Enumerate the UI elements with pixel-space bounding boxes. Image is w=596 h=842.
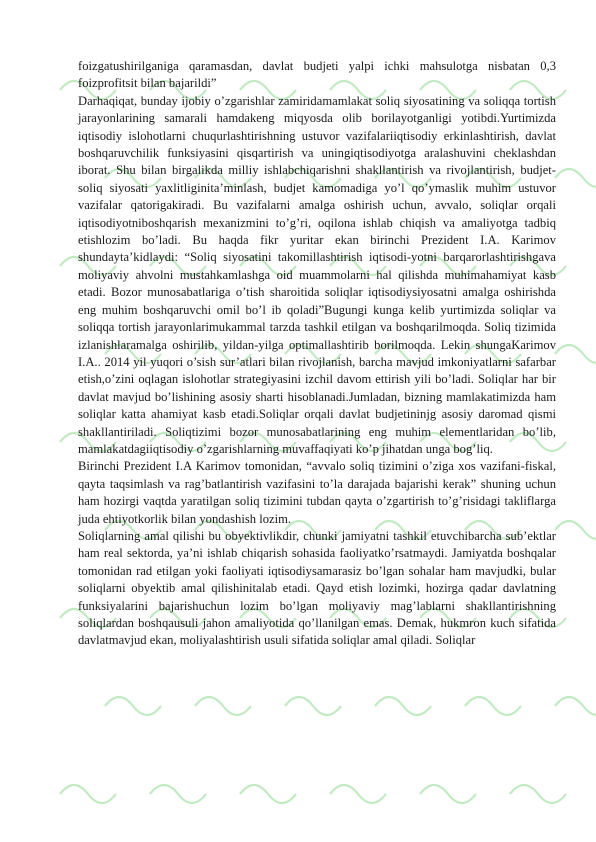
watermark-stroke-46 (465, 697, 521, 715)
watermark-stroke-44 (285, 697, 341, 715)
paragraph-2: Darhaqiqat, bunday ijobiy o’zgarishlar zamiridamamlakat soliq siyosatining va soliqqa tortish jarayonlarining samarali hamdakeng miqyosda olib borilayotganligi yotibdi.Yurtimizda iqtisodiy islohotlarni chuqurlashtirishning ustuvor vazifalariiqtisodiy erkinlashtirish, davlat boshqaruvchilik funksiyasini qisqartirish va uningiqtisodiyotga aralashuvini cheklashdan iborat. Shu bilan birgalikda milliy ishlabchiqarishni shakllantirish va rivojlantirish, budjet-soliq siyosati yaxlitliginita’minlash, budjet kamomadiga yo’l qo’ymaslik muhim ustuvor vazifalar qatorigakiradi. Bu vazifalarni amalga oshirish uchun, avvalo, soliqlar orqali iqtisodiyotniboshqarish mexanizmini to’g’ri, oqilona ishlab chiqish va amaliyotga tadbiq etishlozim bo’ladi. Bu haqda fikr yuritar ekan birinchi Prezident I.A. Karimov shundayta’kidlaydi: “Soliq siyosatini takomillashtirish iqtisodi-yotni barqarorlashtirishgava moliyaviy ahvolni mustahkamlashga oid muammolarni hal qilishda muhimahamiyat kasb etadi. Bozor munosabatlariga o’tish sharoitida soliqlar iqtisodiysiyosatni amalga oshirishda eng muhim boshqaruvchi omil bo’l ib qoladi”Bugungi kunga kelib yurtimizda soliqlar va soliqqa tortish jarayonlarimukammal tarzda tashkil etilgan va boshqarilmoqda. Soliq tizimida izlanishlaramalga oshirilib, yildan-yilga optimallashtirib borilmoqda. Lekin shungaKarimov I.A.. 2014 yil yuqori o’sish sur’atlari bilan rivojlanish, barcha mavjud imkoniyatlarni safarbar etish,o’zini oqlagan islohotlar strategiyasini izchil davom ettirish yili bo’ladi. Soliqlar har bir davlat mavjud bo’lishining asosiy sharti hisoblanadi.Jumladan, bizning mamlakatimizda ham soliqlar katta ahamiyat kasb etadi.Soliqlar orqali davlat budjetininjg asosiy daromad qismi shakllantiriladi. Soliqtizimi bozor munosabatlarining eng muhim elementlaridan bo’lib, mamlakatdagiiqtisodiy o’zgarishlarning muvaffaqiyati ko’p jihatdan unga bog’liq. (78, 93, 556, 456)
watermark-stroke-52 (420, 785, 476, 803)
watermark-stroke-47 (555, 697, 596, 715)
paragraph-4: Soliqlarning amal qilishi bu obyektivlikdir, chunki jamiyatni tashkil etuvchibarcha sub’ektlar ham real sektorda, ya’ni ishlab chiqarish sohasida faoliyatko’rsatmaydi. Jamiyatda boshqalar tomonidan rad etilgan yoki faoliyati iqtisodiysamarasiz bo’lgan sohalar ham mavjudki, bular soliqlarni obyektib amal qilishinitalab etadi. Qayd etish lozimki, hozirga qadar davlatning funksiyalarini bajarishuchun lozim bo’lgan moliyaviy mag’lablarni shakllantirishning soliqlardan boshqausuli jahon amaliyotida qo’llanilgan emas. Demak, hukmron kuch sifatida davlatmavjud ekan, moliyalashtirish usuli sifatida soliqlar amal qiladi. Soliqlar (78, 528, 556, 648)
watermark-stroke-43 (195, 697, 251, 715)
watermark-stroke-35 (555, 521, 596, 539)
watermark-stroke-53 (510, 785, 566, 803)
paragraph-3: Birinchi Prezident I.A Karimov tomonidan, “avvalo soliq tizimini o’ziga xos vazifani-fiskal, qayta taqsimlash va rag’batlantirish vazifasini to’la darajada bajarishi kerak” shuning uchun ham hozirgi vaqtda yaratilgan soliq tizimini tubdan qayta o’zgartirish to’g’risidagi takliflarga juda ehtiyotkorlik bilan yondashish lozim. (78, 459, 556, 526)
watermark-stroke-11 (555, 169, 596, 187)
watermark-stroke-50 (240, 785, 296, 803)
watermark-stroke-45 (375, 697, 431, 715)
watermark-stroke-42 (105, 697, 161, 715)
watermark-stroke-51 (330, 785, 386, 803)
paragraph-1: foizgatushirilganiga qaramasdan, davlat budjeti yalpi ichki mahsulotga nisbatan 0,3 foizprofitsit bilan bajarildi” (78, 59, 556, 91)
watermark-stroke-23 (555, 345, 596, 363)
document-body (78, 58, 556, 650)
watermark-stroke-49 (150, 785, 206, 803)
watermark-stroke-48 (60, 785, 116, 803)
